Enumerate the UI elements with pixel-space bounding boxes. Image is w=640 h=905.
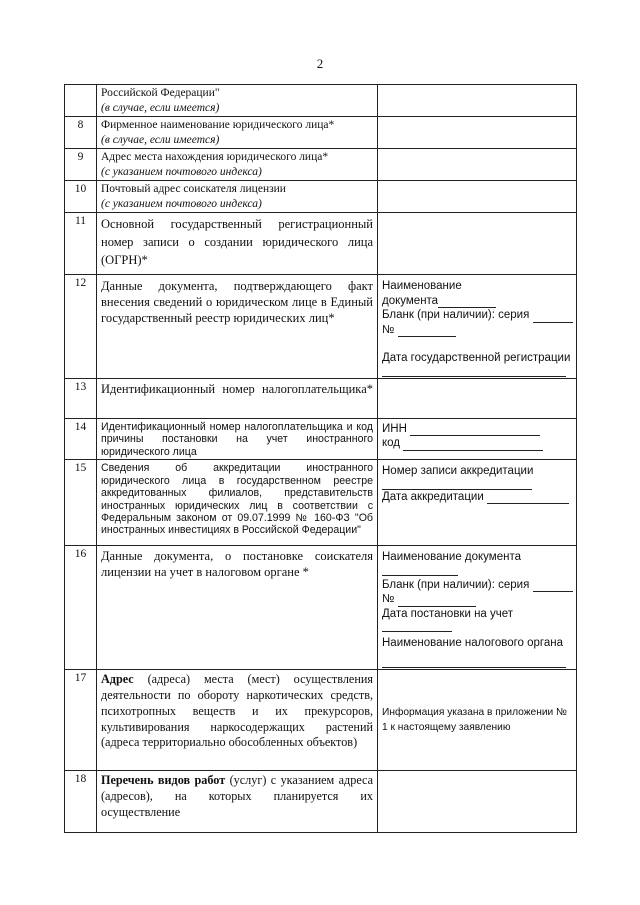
document-name-label: Наименование	[382, 280, 462, 292]
value-cell[interactable]	[378, 460, 577, 546]
value-cell[interactable]	[378, 771, 577, 833]
value-cell[interactable]	[378, 213, 577, 275]
description-bold-lead: Адрес	[101, 672, 134, 687]
value-cell[interactable]	[378, 149, 577, 181]
value-cell[interactable]	[378, 418, 577, 460]
description-text: Идентификационный номер налогоплательщика и код причины постановки на учет иностранного юридического лица	[101, 420, 373, 458]
description-text: Адрес места нахождения юридического лица*	[101, 151, 329, 163]
tax-blank-series-label: Бланк (при наличии): серия	[382, 578, 530, 591]
row-number: 11	[65, 213, 97, 275]
description-text: (адреса) места (мест) осуществления деятельности по обороту наркотических средств, психотропных веществ и их прекурсоров, культивирования наркосодержащих растений (адреса территориально обособленных объектов)	[101, 672, 373, 750]
row-number: 12	[65, 275, 97, 379]
table-row	[65, 460, 577, 546]
table-row	[65, 418, 577, 460]
description-text: Идентификационный номер налогоплательщика*	[101, 381, 373, 396]
row-number: 18	[65, 771, 97, 833]
row-description	[97, 149, 378, 181]
tax-number-line[interactable]	[398, 596, 476, 607]
value-cell[interactable]	[378, 181, 577, 213]
value-cell[interactable]	[378, 275, 577, 379]
table-row	[65, 670, 577, 771]
accreditation-date-label: Дата аккредитации	[382, 490, 484, 503]
accreditation-date-line[interactable]	[487, 493, 569, 504]
description-text: Почтовый адрес соискателя лицензии	[101, 183, 286, 195]
series-line[interactable]	[533, 312, 573, 323]
table-row	[65, 117, 577, 149]
description-bold-lead: Перечень видов работ	[101, 773, 226, 788]
table-row	[65, 275, 577, 379]
table-row	[65, 181, 577, 213]
description-text: Российской Федерации"	[101, 87, 220, 99]
document-name-line[interactable]	[438, 297, 496, 308]
row-number	[65, 85, 97, 117]
table-row	[65, 213, 577, 275]
description-text: (услуг) с указанием адреса (адресов), на которых планируется их осуществление	[101, 773, 373, 819]
row-description	[97, 546, 378, 670]
tax-authority-label: Наименование налогового органа	[382, 637, 564, 650]
table-row	[65, 771, 577, 833]
row-number: 17	[65, 670, 97, 771]
appendix-note: Информация указана в приложении № 1 к настоящему заявлению	[382, 707, 567, 734]
row-number: 15	[65, 460, 97, 546]
kpp-line[interactable]	[403, 440, 543, 451]
value-cell[interactable]	[378, 117, 577, 149]
table-row	[65, 546, 577, 670]
page-number: 2	[316, 56, 324, 71]
row-description	[97, 378, 378, 418]
row-number: 9	[65, 149, 97, 181]
accreditation-number-line[interactable]	[382, 479, 532, 490]
inn-line[interactable]	[410, 425, 540, 436]
row-description	[97, 275, 378, 379]
row-description	[97, 418, 378, 460]
description-note: (с указанием почтового индекса)	[101, 165, 262, 178]
row-description	[97, 670, 378, 771]
table-row	[65, 378, 577, 418]
tax-registration-date-line[interactable]	[382, 621, 452, 632]
row-number: 14	[65, 418, 97, 460]
description-note: (с указанием почтового индекса)	[101, 197, 262, 210]
row-description	[97, 117, 378, 149]
tax-registration-date-label: Дата постановки на учет	[382, 607, 514, 620]
registration-date-label: Дата государственной регистрации	[382, 352, 571, 364]
value-cell[interactable]	[378, 378, 577, 418]
number-line[interactable]	[398, 326, 456, 337]
description-text: Фирменное наименование юридического лица*	[101, 119, 335, 131]
row-number: 16	[65, 546, 97, 670]
row-number: 13	[65, 378, 97, 418]
blank-series-label: Бланк (при наличии): серия	[382, 309, 530, 321]
row-description	[97, 181, 378, 213]
value-cell[interactable]	[378, 85, 577, 117]
accreditation-number-label: Номер записи аккредитации	[382, 465, 534, 478]
value-cell[interactable]	[378, 546, 577, 670]
document-label: документа	[382, 294, 439, 307]
tax-number-label: №	[382, 593, 395, 606]
description-text: Сведения об аккредитации иностранного юридического лица в государственном реестре аккредитованных филиалов, представительств иностранных юридических лиц в соответствии с Федеральным законом от 09.07.1999 № 160-ФЗ "Об иностранных инвестициях в Российской Федерации"	[101, 462, 373, 537]
row-description	[97, 771, 378, 833]
row-number: 10	[65, 181, 97, 213]
registration-date-line[interactable]	[382, 366, 566, 377]
tax-series-line[interactable]	[533, 581, 573, 592]
description-text: Данные документа, о постановке соискателя лицензии на учет в налоговом органе *	[101, 549, 373, 580]
table-row	[65, 85, 577, 117]
tax-document-name-line[interactable]	[382, 565, 458, 576]
tax-document-name-label: Наименование документа	[382, 551, 521, 564]
description-text: Основной государственный регистрационный номер записи о создании юридического лица (ОГРН)*	[101, 217, 373, 267]
row-description	[97, 85, 378, 117]
description-text: Данные документа, подтверждающего факт внесения сведений о юридическом лице в Единый государственный реестр юридических лиц*	[101, 279, 373, 325]
value-cell[interactable]	[378, 670, 577, 771]
row-description	[97, 213, 378, 275]
kpp-label: код	[382, 437, 401, 449]
row-description	[97, 460, 378, 546]
inn-label: ИНН	[382, 422, 407, 435]
table-row	[65, 149, 577, 181]
number-label: №	[382, 323, 395, 336]
row-number: 8	[65, 117, 97, 149]
tax-authority-line[interactable]	[382, 657, 566, 668]
description-note: (в случае, если имеется)	[101, 101, 220, 114]
description-note: (в случае, если имеется)	[101, 133, 220, 146]
application-form-table	[64, 84, 577, 833]
